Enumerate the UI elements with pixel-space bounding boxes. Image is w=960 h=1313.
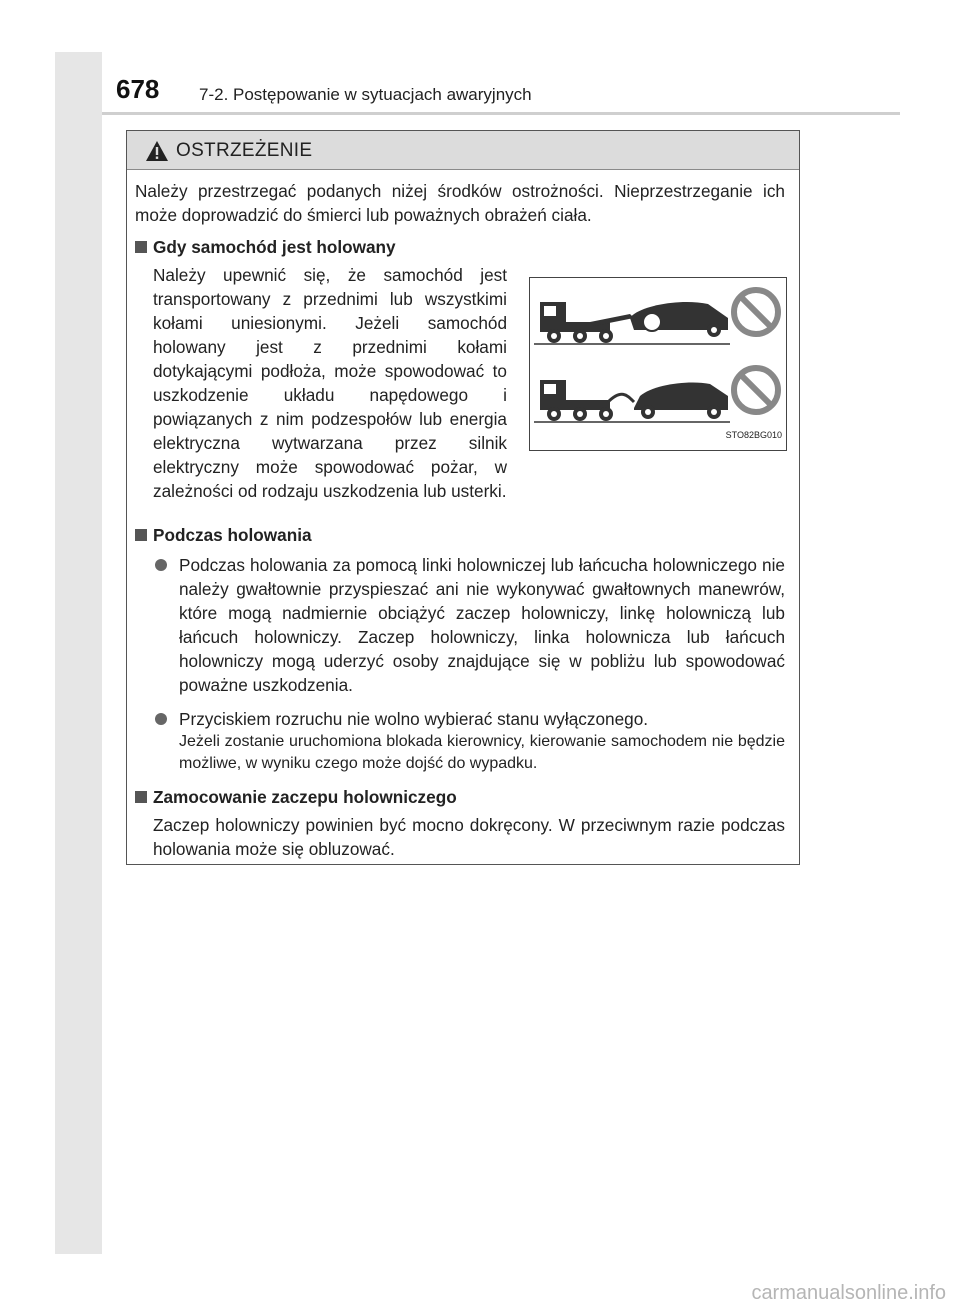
towed-text: Należy upewnić się, że samochód jest transportowany z przednimi lub wszystkimi kołami uniesionymi. Jeżeli samochód holowany jest z przednimi kołami dotykającymi podłoża, może spowodować to uszkodzenie układu napędowego i powiązanych z nim podzespołów lub energia elektryczna wytwarzana przez silnik elektryczny może spowodować pożar, w zależności od rodzaju uszkodzenia lub usterki. — [153, 265, 507, 501]
page-header — [102, 70, 900, 112]
side-strip — [55, 52, 102, 1254]
section-heading-towing: Podczas holowania — [135, 523, 785, 547]
towing-illustration — [529, 277, 787, 451]
figure-code: STO82BG010 — [725, 430, 782, 440]
warning-title: OSTRZEŻENIE — [176, 140, 313, 161]
section-title: 7-2. Postępowanie w sytuacjach awaryjnych — [199, 85, 532, 104]
square-bullet-icon — [135, 241, 147, 253]
header-rule — [102, 112, 900, 115]
bullet-item: Podczas holowania za pomocą linki holowniczej lub łańcucha holowniczego nie należy gwałtownie przyspieszać ani nie wykonywać gwałtownych manewrów, które mogą nadmiernie obciążyć zaczep holowniczy, linkę holowniczą lub łańcuch holowniczy. Zaczep holowniczy, linka holownicza lub łańcuch holowniczy mogą uderzyć osoby znajdujące się w pobliżu lub spowodować poważne uszkodzenia. — [135, 553, 785, 697]
tow-truck-icon — [534, 302, 730, 344]
hook-text: Zaczep holowniczy powinien być mocno dokręcony. W przeciwnym razie podczas holowania może się obluzować. — [153, 815, 785, 859]
warning-header — [127, 131, 799, 170]
section-heading-hook: Zamocowanie zaczepu holowniczego — [135, 785, 785, 809]
page-number: 678 — [116, 74, 160, 104]
square-bullet-icon — [135, 791, 147, 803]
watermark: carmanualsonline.info — [751, 1282, 946, 1304]
square-bullet-icon — [135, 529, 147, 541]
round-bullet-icon — [155, 559, 167, 571]
section-heading-towed: Gdy samochód jest holowany — [135, 235, 785, 259]
tow-truck-lift-icon — [534, 380, 730, 422]
prohibition-icon — [734, 290, 778, 334]
round-bullet-icon — [155, 713, 167, 725]
warning-box — [126, 130, 800, 865]
prohibition-icon — [734, 368, 778, 412]
warning-triangle-icon — [145, 140, 169, 162]
towed-section — [135, 263, 785, 523]
warning-body — [135, 179, 785, 861]
warning-intro: Należy przestrzegać podanych niżej środków ostrożności. Nieprzestrzeganie ich może doprowadzić do śmierci lub poważnych obrażeń ciała. — [135, 181, 785, 225]
bullet-item: Przyciskiem rozruchu nie wolno wybierać stanu wyłączonego. Jeżeli zostanie uruchomiona blokada kierownicy, kierowanie samochodem nie będzie możliwe, w wyniku czego może dojść do wypadku. — [135, 707, 785, 775]
